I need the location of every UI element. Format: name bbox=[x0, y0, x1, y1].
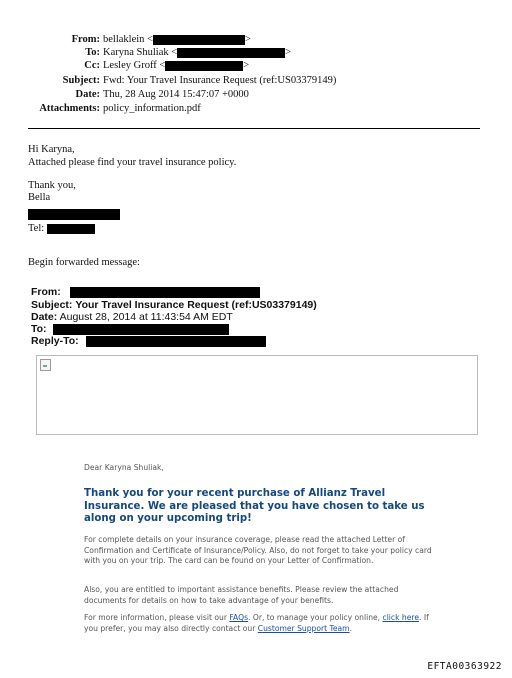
fwd-date-label: Date: bbox=[31, 311, 58, 323]
salutation: Dear Karyna Shuliak, bbox=[84, 463, 164, 472]
to-row bbox=[0, 46, 291, 59]
body-line: Attached please find your travel insurance policy. bbox=[28, 157, 237, 168]
fwd-to-row bbox=[31, 323, 229, 336]
attachment-link[interactable]: policy_information.pdf bbox=[103, 103, 201, 114]
to-label: To: bbox=[85, 47, 100, 58]
redacted-reply-to bbox=[86, 336, 266, 347]
para3-text: . If you prefer, you may also directly contact our bbox=[84, 613, 429, 633]
fwd-from-label: From: bbox=[31, 286, 61, 298]
close-bracket: > bbox=[243, 60, 250, 71]
cc-value: Lesley Groff < bbox=[103, 60, 166, 71]
fwd-subject-value: Your Travel Insurance Request (ref:US03379149) bbox=[75, 299, 317, 311]
header-divider bbox=[28, 128, 480, 129]
mail-headline: Thank you for your recent purchase of Allianz Travel Insurance. We are pleased that you have chosen to take us along on your upcoming trip! bbox=[84, 488, 425, 524]
to-value: Karyna Shuliak < bbox=[103, 47, 178, 58]
para3-text: . bbox=[349, 623, 353, 633]
subject-value: Fwd: Your Travel Insurance Request (ref:US03379149) bbox=[103, 75, 337, 86]
subject-row bbox=[0, 74, 336, 87]
para3-text: . Or, to manage your policy online, bbox=[248, 613, 383, 622]
fwd-replyto-label: Reply-To: bbox=[31, 335, 79, 347]
redacted-email bbox=[153, 35, 245, 45]
date-label: Date: bbox=[75, 89, 100, 100]
from-value: bellaklein < bbox=[103, 34, 153, 45]
redacted-email bbox=[177, 48, 285, 58]
close-bracket: > bbox=[244, 34, 251, 45]
attachments-label: Attachments: bbox=[39, 103, 100, 114]
subject-label: Subject: bbox=[62, 75, 100, 86]
redacted-recipient bbox=[53, 324, 229, 335]
fwd-to-label: To: bbox=[31, 323, 47, 335]
from-row bbox=[0, 33, 251, 46]
broken-image-icon bbox=[40, 359, 51, 371]
mail-paragraph-links bbox=[84, 613, 434, 634]
from-label: From: bbox=[71, 34, 100, 45]
mail-paragraph: For complete details on your insurance coverage, please read the attached Letter of Confirmation and Certificate of Insurance/Policy. Also, do not forget to take your policy card with you on your trip. The card can be found on your Letter of Confirmation. bbox=[84, 535, 432, 565]
cc-label: Cc: bbox=[84, 60, 100, 71]
fwd-date-row bbox=[31, 311, 233, 324]
fwd-subject-label: Subject: bbox=[31, 299, 73, 311]
cc-row bbox=[0, 59, 249, 72]
fwd-date-value: August 28, 2014 at 11:43:54 AM EDT bbox=[59, 311, 233, 323]
date-row bbox=[0, 88, 249, 101]
mail-paragraph: Also, you are entitled to important assistance benefits. Please review the attached documents for details on how to take advantage of your benefits. bbox=[84, 585, 399, 605]
faqs-link[interactable]: FAQs bbox=[229, 613, 249, 622]
click-here-link[interactable]: click here bbox=[382, 613, 420, 622]
closing: Thank you, bbox=[28, 180, 76, 191]
tel-label: Tel: bbox=[28, 223, 45, 234]
document-id: EFTA00363922 bbox=[427, 661, 502, 672]
redacted-signature-block bbox=[28, 209, 120, 220]
fwd-from-row bbox=[31, 286, 260, 299]
redacted-phone bbox=[47, 224, 95, 234]
greeting: Hi Karyna, bbox=[28, 144, 75, 155]
tel-row bbox=[28, 222, 95, 235]
attachments-row bbox=[0, 102, 201, 115]
redacted-email bbox=[165, 61, 243, 71]
para3-text: For more information, please visit our bbox=[84, 613, 230, 622]
close-bracket: > bbox=[285, 47, 292, 58]
fwd-replyto-row bbox=[31, 335, 266, 348]
fwd-subject-row bbox=[31, 299, 317, 312]
date-value: Thu, 28 Aug 2014 15:47:07 +0000 bbox=[103, 89, 249, 100]
redacted-sender bbox=[70, 287, 260, 298]
forward-intro: Begin forwarded message: bbox=[28, 257, 140, 268]
customer-support-link[interactable]: Customer Support Team bbox=[257, 623, 350, 633]
signature: Bella bbox=[28, 192, 51, 203]
image-placeholder bbox=[36, 355, 478, 435]
